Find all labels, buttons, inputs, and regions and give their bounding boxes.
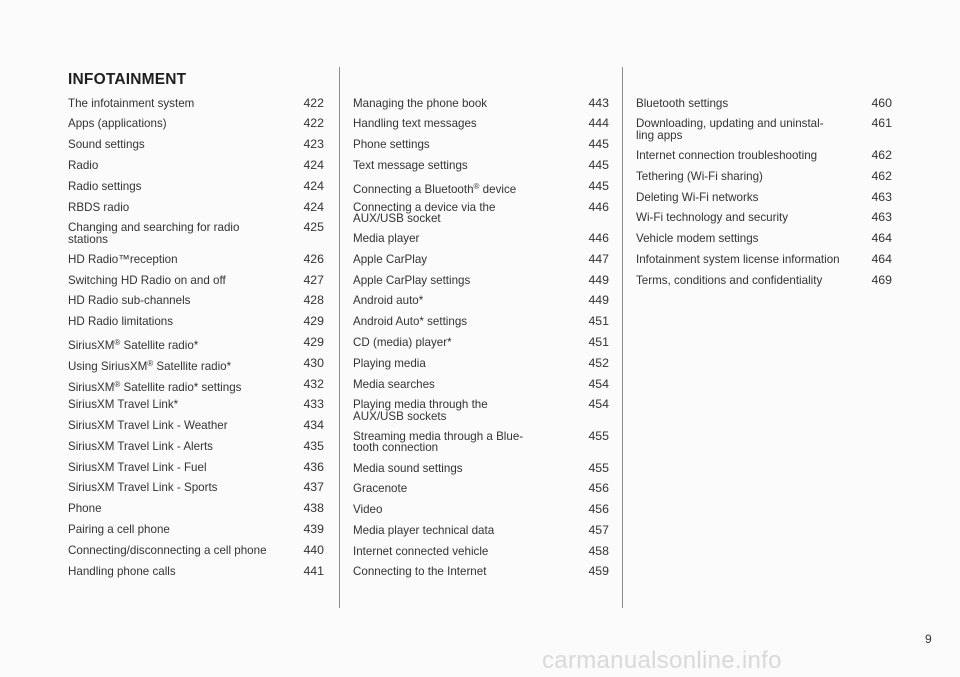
toc-entry-title: Apps (applications)	[68, 117, 167, 131]
toc-entry-title: Connecting/disconnecting a cell phone	[68, 543, 267, 557]
toc-entry-page: 436	[303, 459, 324, 474]
toc-entry-title: Handling phone calls	[68, 564, 176, 578]
toc-entry[interactable]	[68, 456, 324, 472]
toc-entry-title: Streaming media through a Blue- tooth connection	[353, 429, 524, 455]
toc-entry-title: SiriusXM Travel Link - Sports	[68, 481, 218, 495]
toc-entry-page: 451	[588, 335, 609, 349]
toc-entry-title: Downloading, updating and uninstal- ling apps	[636, 117, 824, 142]
toc-entry[interactable]	[353, 394, 609, 423]
toc-entry-title: Gracenote	[353, 482, 408, 496]
toc-entry-page: 422	[303, 116, 324, 131]
toc-entry-title: Tethering (Wi-Fi sharing)	[636, 169, 763, 183]
toc-entry-page: 445	[588, 137, 609, 152]
toc-entry-title: Deleting Wi-Fi networks	[636, 190, 759, 204]
toc-entry-page: 443	[588, 95, 609, 110]
toc-entry-title: Vehicle modem settings	[636, 232, 759, 246]
toc-entry-page: 454	[588, 397, 609, 412]
toc-entry[interactable]	[68, 498, 324, 514]
toc-entry-page: 449	[588, 293, 609, 308]
toc-entry[interactable]	[353, 331, 609, 347]
toc-entry-title: Radio	[68, 158, 99, 172]
toc-entry-page: 429	[303, 314, 324, 329]
toc-entry-page: 462	[871, 168, 892, 183]
toc-entry[interactable]	[68, 352, 324, 373]
toc-entry[interactable]	[68, 217, 324, 246]
toc-entry-title: HD Radio sub-channels	[68, 294, 191, 308]
toc-column-3	[636, 92, 892, 290]
toc-entry-title: Switching HD Radio on and off	[68, 273, 226, 287]
toc-entry[interactable]	[68, 560, 324, 576]
toc-entry-title: SiriusXM® Satellite radio* settings	[68, 379, 242, 394]
toc-entry[interactable]	[636, 186, 892, 202]
toc-entry-page: 434	[303, 418, 324, 433]
toc-entry[interactable]	[636, 207, 892, 223]
toc-entry[interactable]	[68, 394, 324, 410]
toc-entry-page: 457	[588, 522, 609, 537]
toc-entry[interactable]	[353, 113, 609, 129]
toc-entry[interactable]	[68, 331, 324, 352]
toc-entry-title: Playing media	[353, 356, 426, 370]
toc-entry[interactable]	[68, 92, 324, 108]
toc-entry[interactable]	[636, 144, 892, 160]
toc-entry-title: HD Radio™reception	[68, 252, 178, 266]
toc-entry[interactable]	[353, 425, 609, 454]
toc-entry-title: Connecting a device via the AUX/USB socket	[353, 200, 496, 225]
toc-entry[interactable]	[353, 519, 609, 535]
toc-entry-title: Pairing a cell phone	[68, 523, 170, 537]
toc-entry-title: Managing the phone book	[353, 96, 488, 110]
toc-entry-page: 427	[303, 272, 324, 287]
toc-entry-page: 440	[303, 542, 324, 557]
toc-entry[interactable]	[68, 415, 324, 431]
toc-entry-title: Connecting to the Internet	[353, 565, 487, 579]
toc-entry-title: Infotainment system license information	[636, 252, 840, 266]
toc-entry-title: Internet connected vehicle	[353, 544, 489, 558]
toc-entry-title: Radio settings	[68, 179, 142, 193]
toc-entry-page: 435	[303, 438, 324, 453]
toc-entry-page: 424	[303, 178, 324, 193]
toc-entry[interactable]	[68, 373, 324, 394]
toc-entry-title: SiriusXM Travel Link - Fuel	[68, 460, 207, 474]
toc-entry-page: 428	[303, 293, 324, 308]
toc-entry-page: 430	[303, 355, 324, 370]
toc-entry[interactable]	[636, 269, 892, 285]
toc-entry-page: 445	[588, 157, 609, 172]
toc-entry[interactable]	[353, 457, 609, 473]
toc-entry-title: SiriusXM® Satellite radio*	[68, 338, 199, 352]
toc-entry-page: 452	[588, 355, 609, 370]
toc-entry[interactable]	[636, 113, 892, 142]
toc-entry-page: 449	[588, 272, 609, 287]
toc-entry[interactable]	[636, 228, 892, 244]
toc-entry[interactable]	[68, 175, 324, 191]
toc-entry-page: 444	[588, 116, 609, 131]
toc-entry[interactable]	[353, 499, 609, 515]
toc-entry[interactable]	[353, 134, 609, 150]
toc-entry-title: Apple CarPlay settings	[353, 273, 471, 287]
toc-entry[interactable]	[636, 92, 892, 108]
toc-entry[interactable]	[68, 113, 324, 129]
toc-entry-page: 425	[303, 220, 324, 235]
toc-entry[interactable]	[353, 154, 609, 170]
toc-entry-page: 429	[303, 335, 324, 349]
toc-entry-title: Changing and searching for radio stations	[68, 221, 240, 246]
toc-entry-title: Internet connection troubleshooting	[636, 148, 818, 162]
toc-entry[interactable]	[68, 518, 324, 537]
toc-entry-page: 458	[588, 543, 609, 558]
toc-entry-title: Handling text messages	[353, 117, 477, 131]
toc-entry[interactable]	[353, 92, 609, 108]
section-title: INFOTAINMENT	[68, 71, 187, 88]
toc-entry-page: 446	[588, 231, 609, 246]
toc-entry-title: Phone	[68, 502, 102, 516]
toc-entry-page: 463	[871, 189, 892, 204]
toc-entry-page: 464	[871, 231, 892, 246]
toc-column-2	[353, 92, 609, 582]
toc-entry[interactable]	[68, 290, 324, 306]
toc-entry-page: 422	[303, 95, 324, 110]
toc-entry-title: Terms, conditions and confidentiality	[636, 273, 823, 287]
toc-entry-title: Media sound settings	[353, 461, 463, 475]
toc-entry[interactable]	[68, 248, 324, 264]
toc-entry[interactable]	[353, 352, 609, 368]
toc-entry-title: RBDS radio	[68, 200, 130, 214]
toc-entry-title: Media player	[353, 232, 420, 246]
toc-entry-page: 432	[303, 376, 324, 391]
toc-entry-page: 456	[588, 481, 609, 496]
toc-entry-page: 459	[588, 564, 609, 579]
toc-entry-page: 451	[588, 314, 609, 329]
toc-entry-title: SiriusXM Travel Link*	[68, 398, 179, 412]
toc-entry-title: Bluetooth settings	[636, 96, 729, 110]
toc-entry-page: 456	[588, 502, 609, 517]
toc-entry[interactable]	[353, 290, 609, 306]
toc-entry-page: 423	[303, 137, 324, 152]
toc-entry-page: 447	[588, 251, 609, 266]
toc-entry-title: Media player technical data	[353, 523, 495, 537]
toc-entry-title: Media searches	[353, 377, 435, 391]
toc-entry[interactable]	[68, 477, 324, 493]
toc-entry-page: 455	[588, 428, 609, 443]
toc-entry-page: 469	[871, 272, 892, 287]
toc-entry[interactable]	[353, 269, 609, 285]
toc-entry-title: Using SiriusXM® Satellite radio*	[68, 358, 232, 373]
toc-entry[interactable]	[353, 373, 609, 389]
toc-entry-page: 424	[303, 199, 324, 214]
toc-entry-page: 463	[871, 210, 892, 225]
toc-entry-title: Android auto*	[353, 294, 424, 308]
column-divider	[622, 67, 623, 608]
toc-entry[interactable]	[353, 196, 609, 225]
toc-entry-page: 445	[588, 178, 609, 193]
toc-entry[interactable]	[68, 435, 324, 451]
toc-entry[interactable]	[353, 478, 609, 494]
watermark: carmanualsonline.info	[542, 647, 782, 674]
toc-entry-page: 437	[303, 480, 324, 495]
page-number: 9	[925, 632, 932, 646]
toc-entry-page: 424	[303, 157, 324, 172]
toc-entry-title: The infotainment system	[68, 96, 195, 110]
toc-entry[interactable]	[636, 248, 892, 264]
toc-entry[interactable]	[353, 248, 609, 264]
toc-entry-page: 461	[871, 116, 892, 131]
toc-entry[interactable]	[68, 134, 324, 150]
toc-entry[interactable]	[68, 269, 324, 285]
toc-entry[interactable]	[353, 561, 609, 577]
toc-entry-page: 438	[303, 501, 324, 516]
toc-entry-page: 433	[303, 397, 324, 412]
toc-entry-title: HD Radio limitations	[68, 315, 174, 329]
toc-entry[interactable]	[68, 539, 324, 555]
toc-entry-page: 455	[588, 460, 609, 475]
toc-entry[interactable]	[68, 196, 324, 212]
toc-entry[interactable]	[636, 165, 892, 181]
toc-entry-title: Android Auto* settings	[353, 315, 468, 329]
toc-entry[interactable]	[353, 228, 609, 244]
toc-entry-title: Wi-Fi technology and security	[636, 211, 789, 225]
toc-entry-title: SiriusXM Travel Link - Alerts	[68, 439, 213, 453]
toc-column-1	[68, 92, 324, 581]
toc-entry-page: 460	[871, 95, 892, 110]
toc-entry-page: 446	[588, 199, 609, 214]
toc-entry-page: 441	[303, 563, 324, 578]
toc-entry-title: SiriusXM Travel Link - Weather	[68, 419, 228, 433]
toc-entry-title: Sound settings	[68, 138, 145, 152]
toc-entry-page: 454	[588, 376, 609, 391]
column-divider	[339, 67, 340, 608]
toc-entry[interactable]	[353, 311, 609, 327]
toc-entry[interactable]	[353, 540, 609, 556]
toc-entry-title: Playing media through the AUX/USB sockets	[353, 398, 488, 423]
toc-entry-title: Video	[353, 503, 383, 517]
toc-entry[interactable]	[68, 311, 324, 327]
toc-entry-title: Apple CarPlay	[353, 252, 428, 266]
toc-entry-page: 426	[303, 251, 324, 266]
toc-entry-page: 464	[871, 251, 892, 266]
toc-entry-title: Connecting a Bluetooth® device	[353, 181, 517, 196]
toc-entry-title: Phone settings	[353, 138, 430, 152]
toc-entry[interactable]	[353, 175, 609, 196]
toc-entry-page: 462	[871, 147, 892, 162]
toc-entry-title: Text message settings	[353, 158, 468, 172]
toc-entry-title: CD (media) player*	[353, 336, 452, 349]
toc-entry[interactable]	[68, 154, 324, 170]
toc-entry-page: 439	[303, 522, 324, 537]
